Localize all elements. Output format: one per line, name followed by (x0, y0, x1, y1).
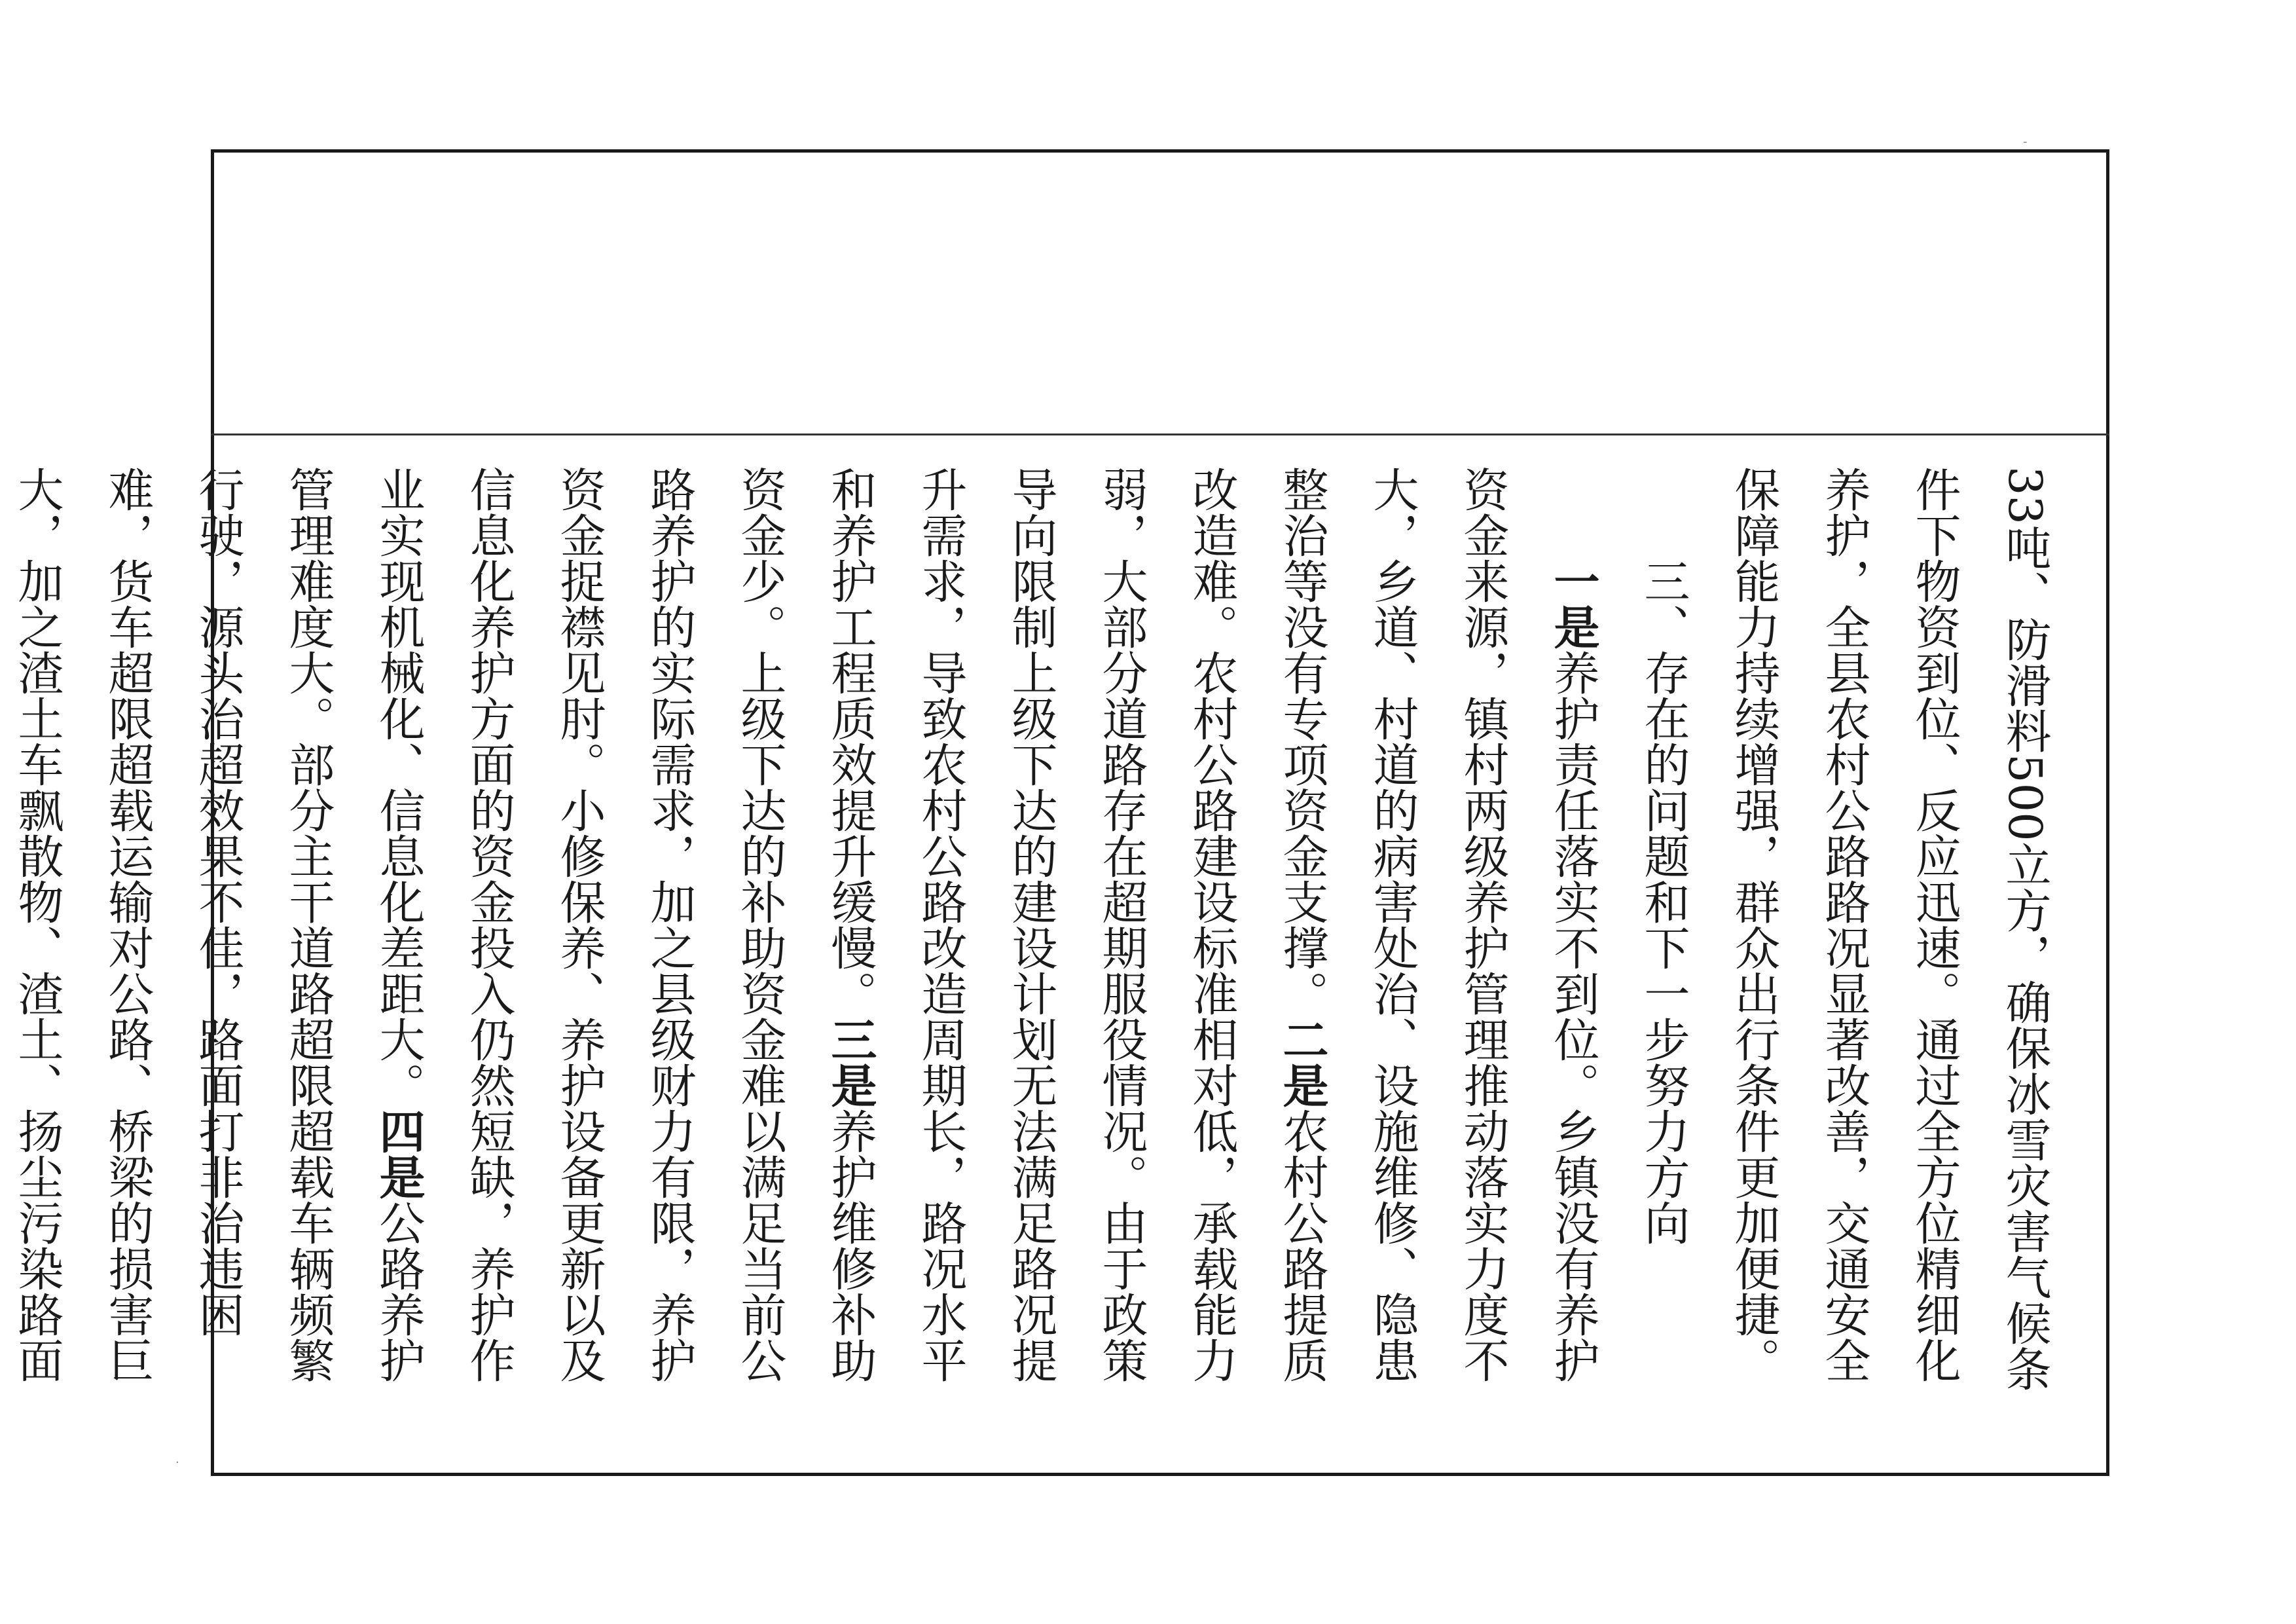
point-label-3: 三是 (824, 1016, 878, 1108)
paragraph-text: 33吨、防滑料500立方，确保冰雪灾害气候条件下物资到位、反应迅速。通过全方位精细化养护，全县农村公路路况显著改善，交通安全保障能力持续增强，群众出行条件更加便捷。 (1727, 466, 2052, 1392)
point-label-4: 四是 (372, 1108, 426, 1200)
paragraph-results (1709, 466, 2070, 1409)
point-label-1: 一是 (1546, 558, 1601, 650)
paragraph-problems (0, 466, 1618, 1409)
header-divider (211, 434, 2109, 435)
document-body (10, 466, 2070, 1409)
section-heading-text: 三、存在的问题和下一步努力方向 (1637, 558, 1690, 1246)
scan-speck: . (175, 1452, 179, 1466)
point-label-2: 二是 (1275, 1016, 1330, 1108)
point-text-2: 农村公路提质改造难。农村公路建设标准相对低，承载能力弱，大部分道路存在超期服役情况。由于政策导向限制上级下达的建设计划无法满足路况提升需求，导致农村公路改造周期长，路况水平和养护工程质效提升缓慢。 (824, 466, 1329, 1383)
point-text-3: 养护维修补助资金少。上级下达的补助资金难以满足当前公路养护的实际需求，加之县级财力有限，养护资金捉襟见肘。小修保养、养护设备更新以及信息化养护方面的资金投入仍然短缺，养护作业实现机械化、信息化差距大。 (372, 466, 877, 1383)
section-heading (1618, 466, 1709, 1409)
point-text-4: 公路养护管理难度大。部分主干道路超限超载车辆频繁行驶，源头治超效果不佳，路面打非治违困难，货车超限超载运输对公路、桥梁的损害巨大，加之渣土车飘散物、渣土、扬尘污染路面 (10, 466, 426, 1383)
scan-speck: - (2023, 135, 2028, 149)
point-text-1: 养护责任落实不到位。乡镇没有养护资金来源，镇村两级养护管理推动落实力度不大，乡道、村道的病害处治、设施维修、隐患整治等没有专项资金支撑。 (1275, 466, 1600, 1383)
